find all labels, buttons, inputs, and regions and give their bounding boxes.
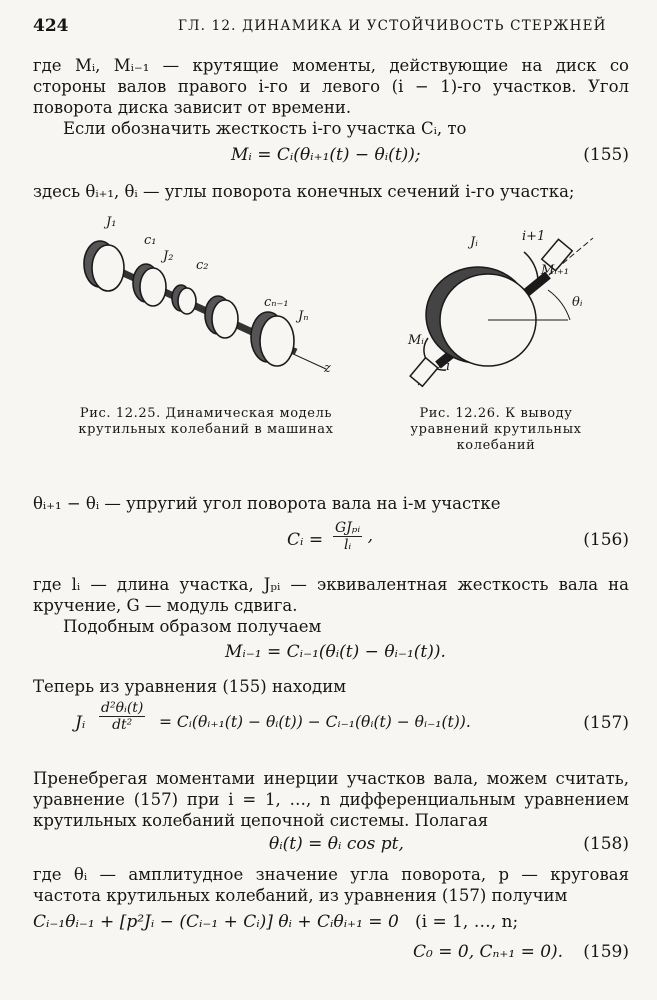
equation-157-number: (157) [583, 713, 629, 733]
fig2-label-theta-i: θᵢ [572, 295, 583, 310]
equation-158-number: (158) [583, 834, 629, 854]
equation-156-lhs: Cᵢ = [287, 530, 324, 550]
running-title: ГЛ. 12. ДИНАМИКА И УСТОЙЧИВОСТЬ СТЕРЖНЕЙ [178, 18, 607, 34]
page-number: 424 [33, 16, 69, 36]
equation-157 [33, 700, 629, 746]
page-header [33, 16, 627, 38]
fig1-label-z: z [324, 361, 331, 376]
equation-156 [33, 520, 629, 562]
paragraph-moments: где Mᵢ, Mᵢ₋₁ — крутящие моменты, действующие на диск со стороны валов правого i-го и левого (i − 1)-го участков. Угол поворота диска зависит от времени. [33, 56, 629, 117]
fig1-label-J2: J₂ [163, 249, 174, 264]
equation-156-fraction [333, 520, 362, 553]
equation-155-number: (155) [583, 145, 629, 165]
equation-157-rhs: = Cᵢ(θᵢ₊₁(t) − θᵢ(t)) − Cᵢ₋₁(θᵢ(t) − θᵢ₋₁(t)). [159, 713, 471, 731]
paragraph-similarly: Подобным образом получаем [63, 617, 322, 636]
paragraph-neglecting: Пренебрегая моментами инерции участков вала, можем считать, уравнение (157) при i = 1, …, n дифференциальным уравнением крутильных колебаний цепочной системы. Полагая [33, 769, 629, 830]
equation-157-denominator: dt² [112, 717, 133, 733]
equation-159-line1: Cᵢ₋₁θᵢ₋₁ + [p²Jᵢ − (Cᵢ₋₁ + Cᵢ)] θᵢ + Cᵢθᵢ₊₁ = 0 [33, 912, 399, 932]
fig2-label-i: i [446, 359, 451, 374]
equation-157-lhs: Jᵢ [75, 713, 86, 733]
equation-155-body: Mᵢ = Cᵢ(θᵢ₊₁(t) − θᵢ(t)); [231, 145, 421, 165]
equation-156-tail: , [367, 526, 374, 546]
figure-12-26-disk-element [398, 220, 603, 395]
equation-158 [33, 834, 629, 858]
figure-12-25-disk-model [68, 214, 343, 389]
figure-12-26-caption: Рис. 12.26. К выводу уравнений крутильных колебаний [410, 406, 582, 453]
paragraph-stiffness: Если обозначить жесткость i-го участка Cᵢ, то [63, 119, 467, 138]
paragraph-from-155: Теперь из уравнения (155) находим [33, 677, 347, 696]
equation-155 [33, 145, 629, 169]
fig2-label-Mi: Mᵢ [408, 333, 424, 348]
equation-156-numerator: GJₚᵢ [335, 520, 361, 536]
fig1-label-c2: c₂ [196, 258, 209, 273]
equation-159-condition-range: (i = 1, …, n; [415, 912, 519, 932]
equation-159-condition-boundary: C₀ = 0, Cₙ₊₁ = 0). [413, 942, 564, 962]
fig1-label-Jn: Jₙ [298, 309, 309, 324]
equation-157-numerator: d²θᵢ(t) [101, 700, 144, 716]
equation-156-denominator: lᵢ [343, 537, 352, 553]
equation-moment-left-body: Mᵢ₋₁ = Cᵢ₋₁(θᵢ(t) − θᵢ₋₁(t)). [225, 642, 446, 662]
fig1-label-cn1: cₙ₋₁ [264, 295, 289, 310]
fig2-label-M-i-plus-1: Mᵢ₊₁ [541, 263, 569, 278]
equation-moment-left [33, 642, 629, 666]
fig1-label-J1: J₁ [106, 215, 117, 230]
equation-158-body: θᵢ(t) = θᵢ cos pt, [269, 834, 404, 854]
paragraph-amplitude: где θᵢ — амплитудное значение угла поворота, p — круговая частота крутильных колебаний, из уравнения (157) получим [33, 865, 629, 905]
fig2-label-Ji: Jᵢ [470, 235, 478, 250]
equation-157-fraction [99, 700, 145, 733]
fig2-label-i-plus-1: i+1 [522, 229, 546, 244]
equation-159 [33, 912, 629, 968]
equation-156-number: (156) [583, 530, 629, 550]
figure-12-25-caption: Рис. 12.25. Динамическая модель крутильных колебаний в машинах [78, 406, 334, 437]
fig1-label-c1: c₁ [144, 233, 157, 248]
paragraph-notation: где lᵢ — длина участка, Jₚᵢ — эквивалентная жесткость вала на кручение, G — модуль сдвига. [33, 575, 629, 615]
paragraph-elastic-angle: θᵢ₊₁ − θᵢ — упругий угол поворота вала на i-м участке [33, 494, 501, 513]
paragraph-angles: здесь θᵢ₊₁, θᵢ — углы поворота конечных сечений i-го участка; [33, 182, 575, 201]
equation-159-number: (159) [583, 942, 629, 962]
